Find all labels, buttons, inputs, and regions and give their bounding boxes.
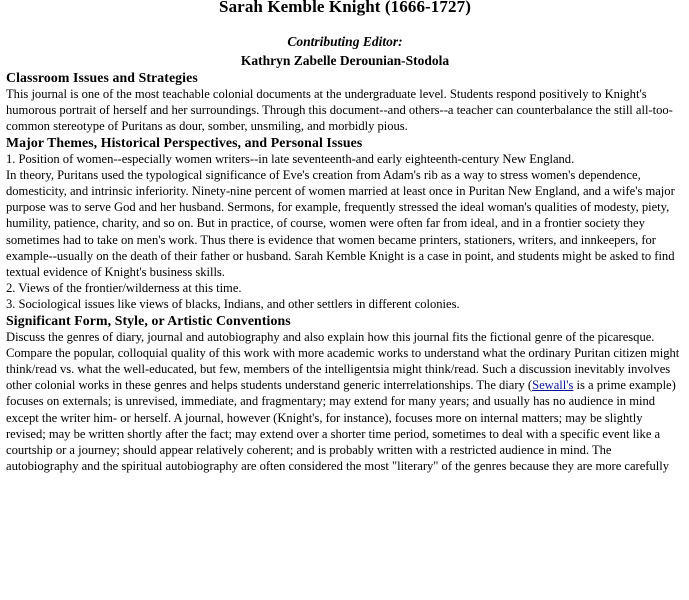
section-heading-classroom-issues: Classroom Issues and Strategies <box>6 70 198 85</box>
section-heading-major-themes: Major Themes, Historical Perspectives, and Personal Issues <box>6 134 363 150</box>
contributing-editor-name: Kathryn Zabelle Derounian-Stodola <box>240 53 450 68</box>
paragraph-major-themes-2: In theory, Puritans used the typological significance of Eve's creation from Adam's rib as a way to stress women's dependence, domesticity, and intrinsic inferiority. Ninety-nine percent of women married at least once in Puritan New England, and a wife's major purpose was to serve God and her husband. Sermons, for example, frequently stressed the ideal woman's qualities of modesty, piety, humility, patience, charity, and so on. But in practice, of course, women were often far from ideal, and in a frontier society they sometimes had to take on men's work. Thus there is evidence that women became printers, stationers, writers, and innkeepers, for example--usually on the death of their father or husband. Sarah Kemble Knight is a case in point, and students might be asked to find textual evidence of Knight's business skills. <box>6 167 675 280</box>
paragraph-major-themes-1: 1. Position of women--especially women writers--in late seventeenth-and early eighteenth-century New England. <box>6 151 575 166</box>
page-title: Sarah Kemble Knight (1666-1727) <box>219 0 471 16</box>
sewalls-link[interactable]: Sewall's <box>532 378 574 393</box>
paragraph-major-themes-4: 3. Sociological issues like views of blacks, Indians, and other settlers in different colonies. <box>6 297 460 312</box>
paragraph-text-before-link: Discuss the genres of diary, journal and autobiography and also explain how this journal fits the fictional genre of the picaresque. Compare the popular, colloquial quality of this work with more academic works to understand what the ordinary Puritan citizen might think/read vs. what the well-educated, but few, members of the intelligentsia might think/read. Such a discussion inevitably involves other colonial works in these genres and helps students understand generic interrelationships. The diary ( <box>6 329 680 393</box>
paragraph-classroom-issues-1: This journal is one of the most teachable colonial documents at the undergraduate level. Students respond positively to Knight's humorous portrait of herself and her surroundings. Through this document--and others--a teacher can counterbalance the still all-too-common stereotype of Puritans as dour, somber, unsmiling, and morbidly pious. <box>6 87 673 134</box>
section-heading-significant-form: Significant Form, Style, or Artistic Conventions <box>6 312 291 328</box>
paragraph-significant-form-1 <box>6 329 684 475</box>
contributing-editor-label: Contributing Editor: <box>287 34 403 49</box>
contributing-editor-block <box>6 33 684 70</box>
paragraph-text-after-link: is a prime example) focuses on externals; is unrevised, immediate, and fragmentary; may extend for many years; and usually has no audience in mind except the writer him- or herself. A journal, however (Knight's, for instance), focuses more on internal matters; may be slightly revised; may be written shortly after the fact; may extend over a shorter time period, sometimes to deal with a specific event like a courtship or a journey; should appear relatively coherent; and is probably written with a restricted audience in mind. The autobiography and the spiritual autobiography are often considered the most "literary" of the genres because they are more carefully <box>6 378 676 474</box>
paragraph-major-themes-3: 2. Views of the frontier/wilderness at this time. <box>6 281 242 296</box>
